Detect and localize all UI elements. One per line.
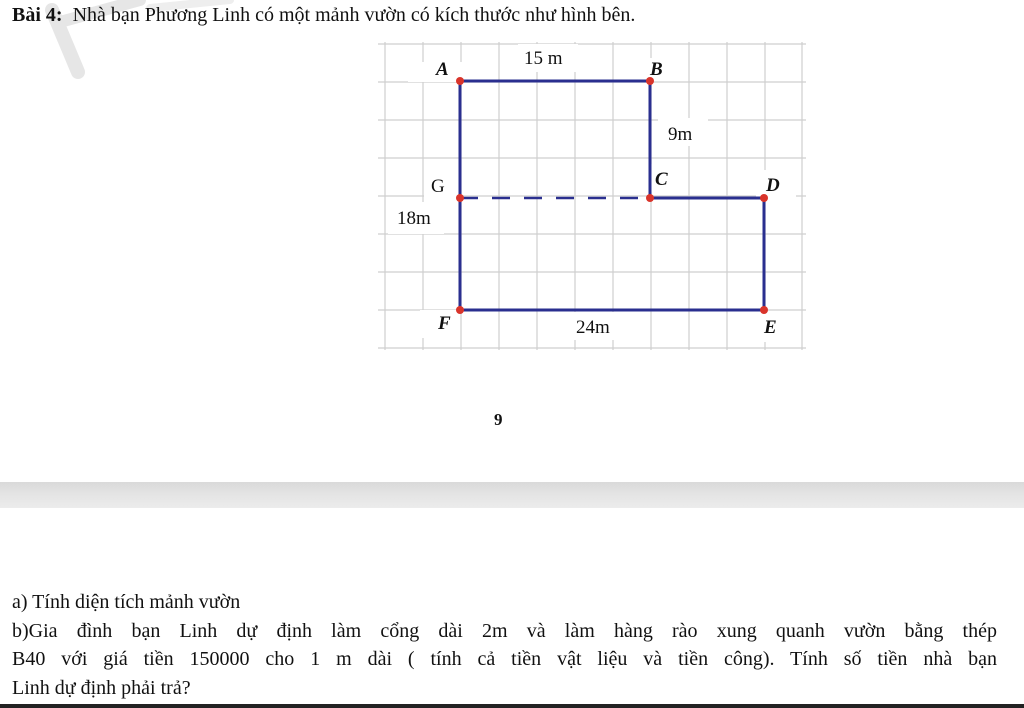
problem-title <box>12 4 635 27</box>
point-label-c: C <box>655 169 668 190</box>
vertex-f <box>456 306 464 314</box>
vertex-a <box>456 77 464 85</box>
questions-block <box>12 588 997 702</box>
vertex-g <box>456 194 464 202</box>
point-label-d: D <box>766 175 780 196</box>
question-b-line-1: b)Gia đình bạn Linh dự định làm cổng dài 2m và làm hàng rào xung quanh vườn bằng thép <box>12 619 997 642</box>
point-label-g: G <box>431 176 445 197</box>
point-label-f: F <box>438 313 451 334</box>
page-divider <box>0 482 1024 508</box>
length-label-af: 18m <box>397 208 431 229</box>
question-b-line-2: B40 với giá tiền 150000 cho 1 m dài ( tính cả tiền vật liệu và tiền công). Tính số tiền nhà bạn <box>12 648 997 670</box>
question-b-line-3: Linh dự định phải trả? <box>12 676 191 699</box>
problem-number: Bài 4: <box>12 4 63 26</box>
length-label-ab: 15 m <box>524 48 563 69</box>
page-number: 9 <box>494 410 503 429</box>
question-a: a) Tính diện tích mảnh vườn <box>12 591 241 613</box>
length-label-fe: 24m <box>576 317 610 338</box>
point-label-b: B <box>650 59 663 80</box>
bottom-edge <box>0 704 1024 708</box>
vertex-e <box>760 306 768 314</box>
garden-figure <box>378 42 808 354</box>
problem-statement: Nhà bạn Phương Linh có một mảnh vườn có kích thước như hình bên. <box>72 4 636 26</box>
length-label-bc: 9m <box>668 124 693 145</box>
point-label-e: E <box>764 317 777 338</box>
point-label-a: A <box>436 59 449 80</box>
vertex-c <box>646 194 654 202</box>
